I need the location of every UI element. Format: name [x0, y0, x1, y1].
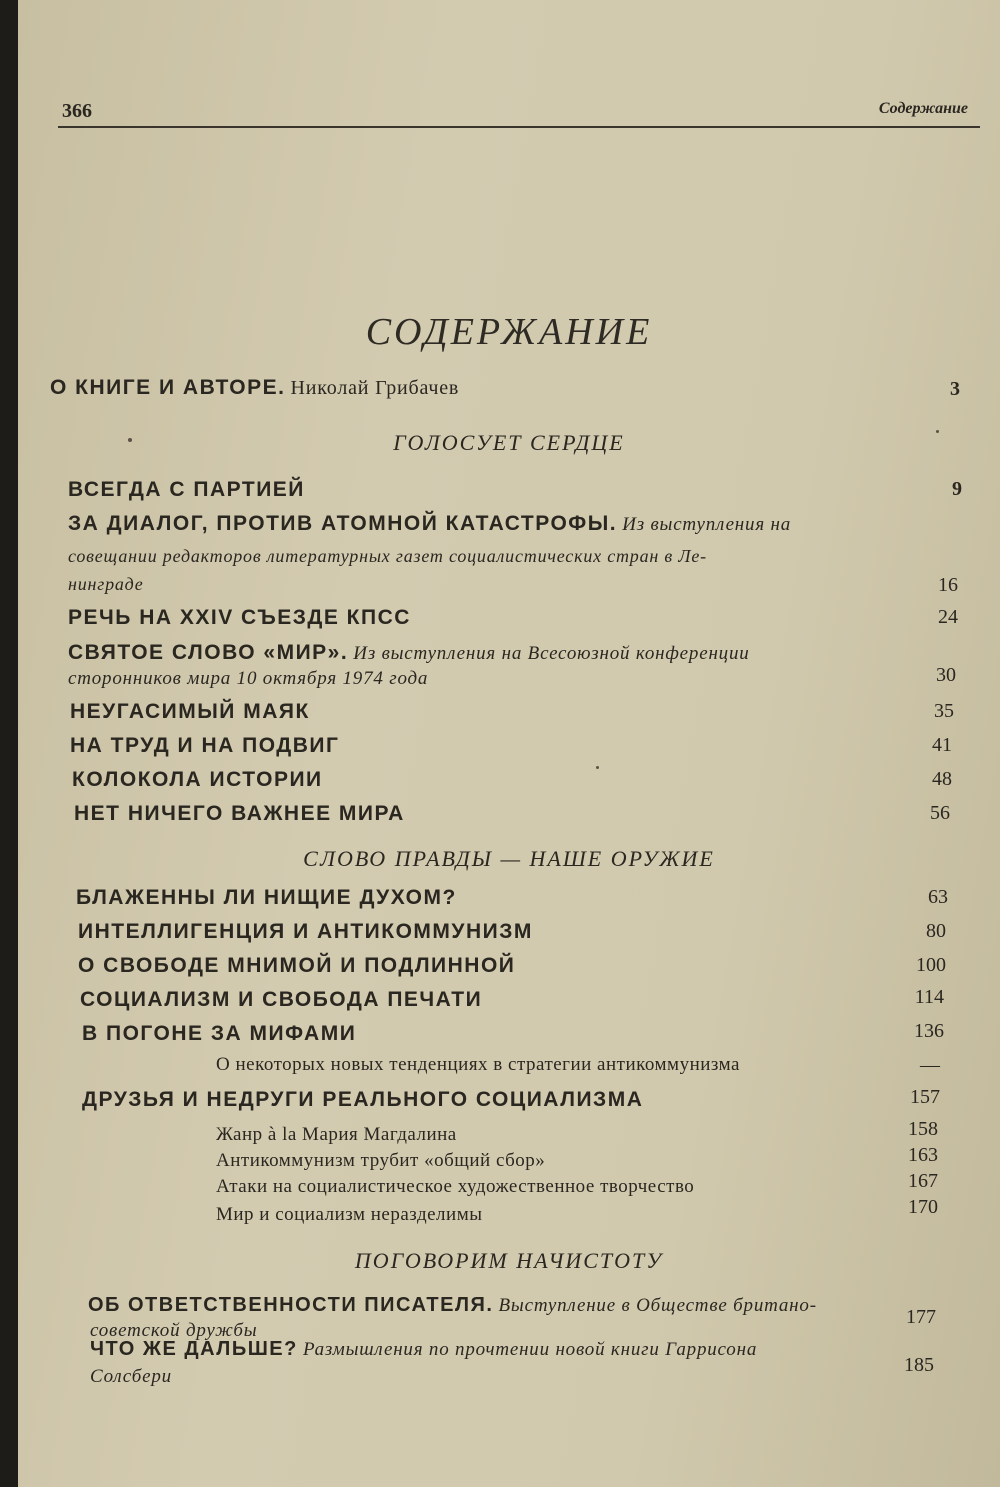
toc-entry-8: НЕТ НИЧЕГО ВАЖНЕЕ МИРА [74, 802, 405, 825]
toc-entry-note: Из выступления на Всесоюзной конференции [353, 643, 750, 664]
toc-page-number: — [920, 1054, 940, 1076]
toc-page-number: 30 [936, 664, 956, 686]
toc-entry-16 [90, 1338, 757, 1361]
toc-page-number: 3 [950, 378, 960, 400]
toc-entry-10: ИНТЕЛЛИГЕНЦИЯ И АНТИКОММУНИЗМ [78, 920, 533, 943]
toc-entry-6: НА ТРУД И НА ПОДВИГ [70, 734, 340, 757]
toc-entry-4 [68, 641, 750, 665]
toc-entry-about [50, 376, 459, 400]
paper-speck [128, 438, 132, 442]
toc-entry-title: О КНИГЕ И АВТОРЕ. [50, 376, 286, 399]
toc-page-number: 167 [908, 1170, 938, 1192]
toc-page-number: 63 [928, 886, 948, 908]
toc-page-number: 158 [908, 1118, 938, 1140]
toc-entry-11: О СВОБОДЕ МНИМОЙ И ПОДЛИННОЙ [78, 954, 516, 977]
running-header [58, 98, 980, 128]
toc-page-number: 136 [914, 1020, 944, 1042]
toc-entry-5: НЕУГАСИМЫЙ МАЯК [70, 700, 310, 723]
toc-page-number: 41 [932, 734, 952, 756]
contents-title: СОДЕРЖАНИЕ [365, 311, 653, 353]
toc-page-number: 9 [952, 478, 962, 500]
section-heading-3: ПОГОВОРИМ НАЧИСТОТУ [354, 1248, 664, 1273]
toc-page-number: 24 [938, 606, 958, 628]
toc-entry-note: Из выступления на [622, 514, 792, 535]
toc-entry-title: ЧТО ЖЕ ДАЛЬШЕ? [90, 1338, 298, 1360]
toc-entry-title: ОБ ОТВЕТСТВЕННОСТИ ПИСАТЕЛЯ. [88, 1294, 494, 1316]
toc-entry-note: нинграде [68, 574, 144, 594]
toc-entry-12: СОЦИАЛИЗМ И СВОБОДА ПЕЧАТИ [80, 988, 483, 1011]
toc-subentry-14b: Антикоммунизм трубит «общий сбор» [216, 1150, 546, 1171]
toc-subentry-14d: Мир и социализм неразделимы [216, 1204, 483, 1225]
paper-speck [596, 766, 599, 769]
paper-speck [936, 430, 939, 433]
toc-page-number: 163 [908, 1144, 938, 1166]
toc-entry-note: сторонников мира 10 октября 1974 года [68, 668, 429, 689]
toc-entry-note: Солсбери [90, 1366, 172, 1387]
toc-page-number: 56 [930, 802, 950, 824]
toc-entry-1: ВСЕГДА С ПАРТИЕЙ [68, 478, 305, 501]
toc-page-number: 114 [914, 986, 944, 1008]
toc-subentry-13: О некоторых новых тенденциях в стратегии антикоммунизма [216, 1054, 740, 1075]
toc-page-number: 177 [906, 1306, 936, 1328]
toc-entry-note: Размышления по прочтении новой книги Гаррисона [302, 1339, 758, 1360]
toc-entry-note: Выступление в Обществе британо- [498, 1295, 817, 1316]
toc-entry-13: В ПОГОНЕ ЗА МИФАМИ [82, 1022, 357, 1045]
toc-page-number: 35 [934, 700, 954, 722]
page-number: 366 [62, 100, 92, 122]
toc-entry-title: ЗА ДИАЛОГ, ПРОТИВ АТОМНОЙ КАТАСТРОФЫ. [68, 512, 618, 535]
toc-entry-9: БЛАЖЕННЫ ЛИ НИЩИЕ ДУХОМ? [76, 886, 457, 909]
toc-page-number: 157 [910, 1086, 940, 1108]
toc-subentry-14a: Жанр à la Мария Магдалина [216, 1124, 457, 1145]
toc-entry-note: советской дружбы [90, 1320, 258, 1341]
book-page [18, 0, 1000, 1487]
toc-page-number: 170 [908, 1196, 938, 1218]
toc-entry-15 [88, 1294, 817, 1317]
toc-page-number: 185 [904, 1354, 934, 1376]
toc-entry-title: СВЯТОЕ СЛОВО «МИР». [68, 641, 349, 664]
running-title: Содержание [878, 100, 968, 117]
toc-entry-2 [68, 512, 791, 536]
toc-entry-note: совещании редакторов литературных газет социалистических стран в Ле- [68, 546, 707, 566]
toc-entry-7: КОЛОКОЛА ИСТОРИИ [72, 768, 323, 791]
toc-entry-author: Николай Грибачев [290, 377, 460, 399]
section-heading-1: ГОЛОСУЕТ СЕРДЦЕ [393, 430, 625, 455]
toc-page-number: 48 [932, 768, 952, 790]
toc-entry-14: ДРУЗЬЯ И НЕДРУГИ РЕАЛЬНОГО СОЦИАЛИЗМА [82, 1088, 644, 1111]
toc-entry-3: РЕЧЬ НА XXIV СЪЕЗДЕ КПСС [68, 606, 411, 629]
toc-page-number: 80 [926, 920, 946, 942]
toc-page-number: 16 [938, 574, 958, 596]
section-heading-2: СЛОВО ПРАВДЫ — НАШЕ ОРУЖИЕ [303, 846, 715, 871]
toc-page-number: 100 [916, 954, 946, 976]
toc-subentry-14c: Атаки на социалистическое художественное творчество [216, 1176, 695, 1197]
